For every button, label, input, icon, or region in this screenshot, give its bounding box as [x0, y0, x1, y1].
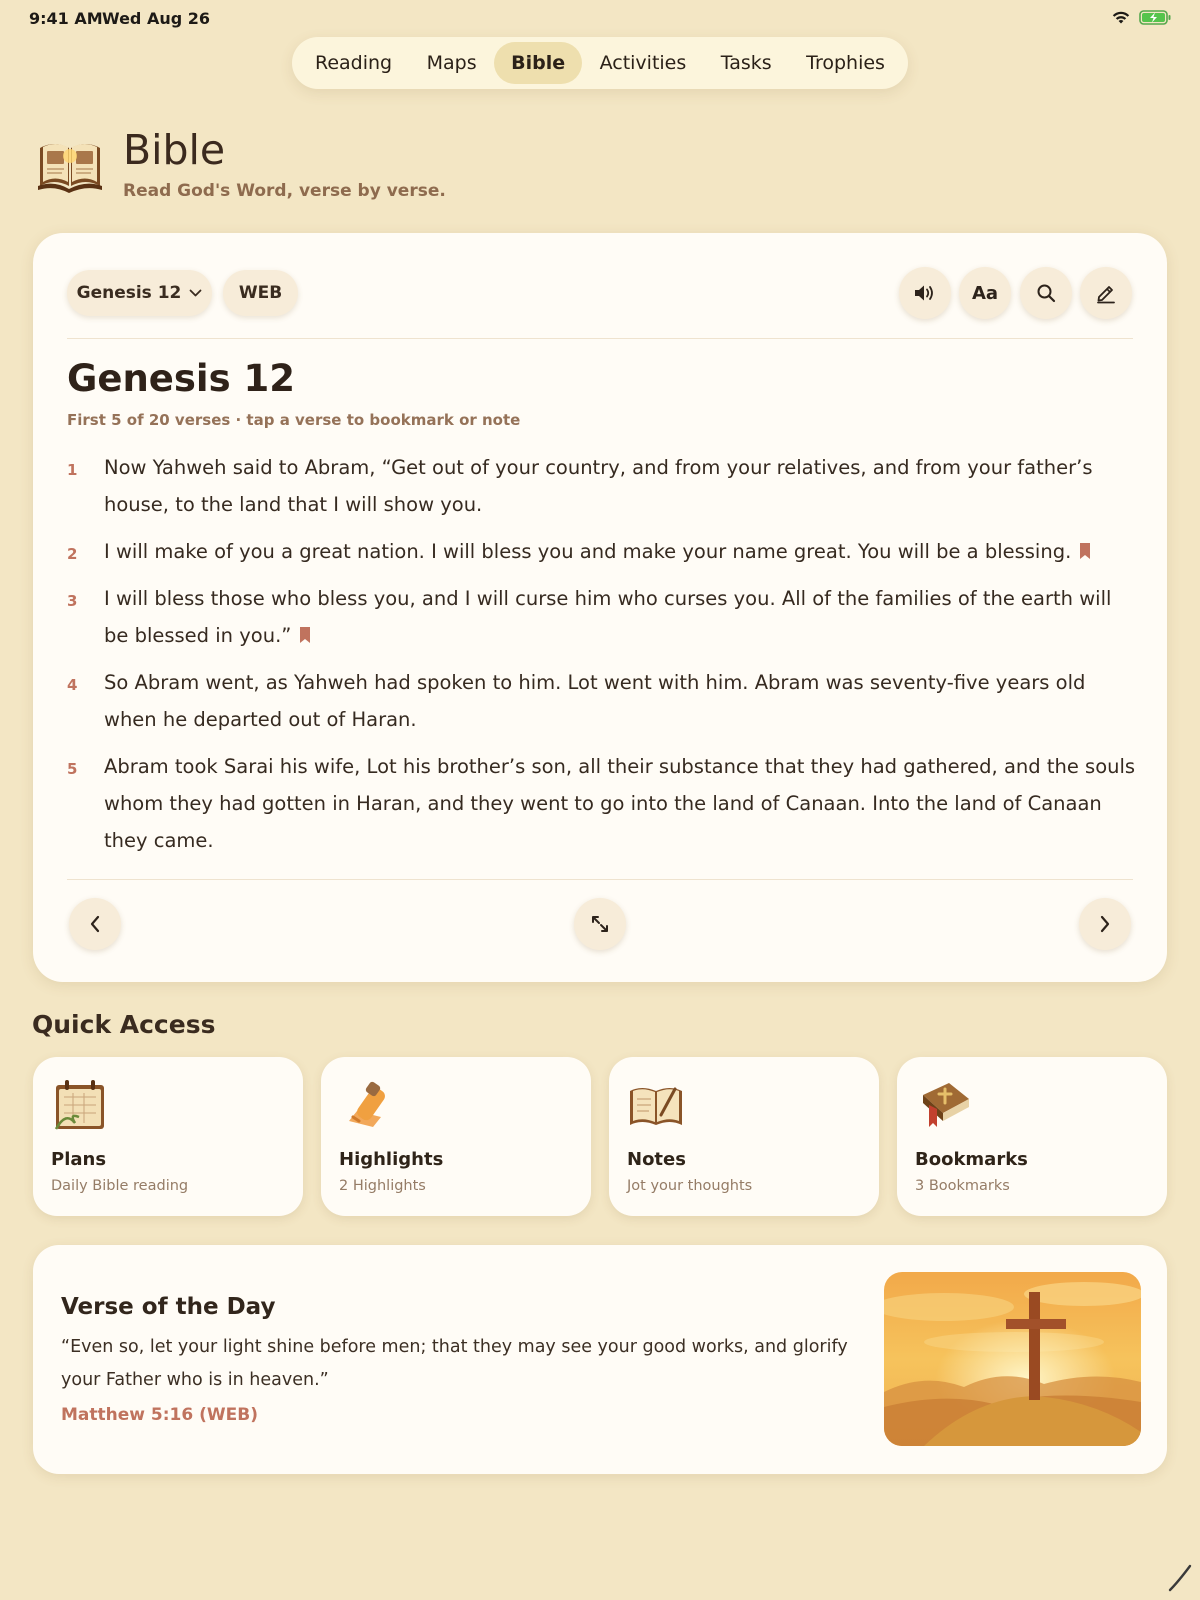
card-title: Plans: [51, 1149, 107, 1170]
status-icons: [1111, 10, 1172, 25]
wifi-icon: [1111, 10, 1131, 25]
bible-book-icon: [36, 134, 104, 194]
open-book-icon: [627, 1077, 685, 1133]
chevron-down-icon: [189, 289, 202, 297]
chapter-selector-label: Genesis 12: [76, 283, 182, 303]
top-tab-bar: [292, 37, 908, 89]
verse-text: So Abram went, as Yahweh had spoken to him. Lot went with him. Abram was seventy-five years old when he departed out of Haran.: [104, 671, 1086, 731]
card-description: 2 Highlights: [339, 1178, 426, 1194]
bookmark-icon: [299, 626, 311, 644]
verse-of-the-day-reference: Matthew 5:16 (WEB): [61, 1405, 258, 1425]
expand-button[interactable]: [574, 898, 626, 950]
calendar-icon: [51, 1077, 109, 1133]
highlighter-icon: [339, 1077, 397, 1133]
card-title: Bookmarks: [915, 1149, 1028, 1170]
edit-note-button[interactable]: [1080, 267, 1132, 319]
card-description: 3 Bookmarks: [915, 1178, 1010, 1194]
tab-maps[interactable]: Maps: [426, 52, 477, 74]
verse-row[interactable]: [67, 580, 1137, 654]
bible-bookmark-icon: [915, 1077, 973, 1133]
verse-of-the-day-title: Verse of the Day: [61, 1294, 276, 1320]
search-icon: [1036, 283, 1056, 303]
verse-number: 1: [67, 461, 78, 479]
verse-number: 4: [67, 676, 78, 694]
card-title: Highlights: [339, 1149, 444, 1170]
tab-reading[interactable]: Reading: [315, 52, 393, 74]
tab-activities[interactable]: Activities: [599, 52, 687, 74]
tab-trophies[interactable]: Trophies: [806, 52, 885, 74]
verse-text: I will make of you a great nation. I will bless you and make your name great. You will be a blessing.: [104, 533, 1091, 570]
status-time: 9:41 AM: [29, 9, 103, 28]
card-description: Jot your thoughts: [627, 1178, 753, 1194]
cross-sunset-image: [884, 1272, 1141, 1446]
reader-card: [33, 233, 1167, 982]
card-title: Notes: [627, 1149, 686, 1170]
tab-tasks[interactable]: Tasks: [720, 52, 772, 74]
expand-arrows-icon: [590, 914, 610, 934]
battery-charging-icon: [1139, 10, 1172, 25]
quick-access-notes[interactable]: [609, 1057, 879, 1216]
quick-access-bookmarks[interactable]: [897, 1057, 1167, 1216]
pencil-icon: [1095, 282, 1117, 304]
chevron-left-icon: [89, 915, 101, 933]
chapter-selector[interactable]: [67, 270, 212, 316]
tab-bible[interactable]: Bible: [494, 42, 582, 84]
quick-access-highlights[interactable]: [321, 1057, 591, 1216]
audio-button[interactable]: [899, 267, 951, 319]
verse-row[interactable]: [67, 748, 1137, 859]
page-subtitle: Read God's Word, verse by verse.: [123, 181, 446, 201]
version-selector[interactable]: WEB: [223, 270, 298, 316]
speaker-icon: [913, 284, 937, 302]
verse-of-the-day-text: “Even so, let your light shine before men; that they may see your good works, and glorify your Father who is in heaven.”: [61, 1337, 848, 1390]
pencil-stroke-decoration: [1168, 1562, 1194, 1592]
divider: [67, 338, 1133, 339]
status-bar: [0, 0, 1200, 36]
chevron-right-icon: [1099, 915, 1111, 933]
verse-row[interactable]: [67, 449, 1137, 523]
font-size-button[interactable]: Aa: [959, 267, 1011, 319]
verse-number: 3: [67, 592, 78, 610]
divider: [67, 879, 1133, 880]
verse-row[interactable]: [67, 533, 1137, 570]
verse-of-the-day-card[interactable]: [33, 1245, 1167, 1474]
verse-text: Abram took Sarai his wife, Lot his brother’s son, all their substance that they had gathered, and the souls whom they had gotten in Haran, and they went to go into the land of Canaan. Into the land of Canaan they came.: [104, 755, 1136, 852]
verse-row[interactable]: [67, 664, 1137, 738]
bookmark-icon: [1079, 542, 1091, 560]
verse-text: I will bless those who bless you, and I will curse him who curses you. All of the families of the earth will be blessed in you.”: [104, 587, 1112, 647]
next-chapter-button[interactable]: [1079, 898, 1131, 950]
card-description: Daily Bible reading: [51, 1178, 189, 1194]
search-button[interactable]: [1020, 267, 1072, 319]
page-title: Bible: [123, 126, 226, 174]
chapter-heading: Genesis 12: [67, 357, 295, 400]
previous-chapter-button[interactable]: [69, 898, 121, 950]
chapter-subtitle: First 5 of 20 verses · tap a verse to bookmark or note: [67, 411, 521, 429]
verse-number: 5: [67, 760, 78, 778]
verse-number: 2: [67, 545, 78, 563]
quick-access-plans[interactable]: [33, 1057, 303, 1216]
verse-text: Now Yahweh said to Abram, “Get out of your country, and from your relatives, and from your father’s house, to the land that I will show you.: [104, 456, 1093, 516]
verse-list: [67, 449, 1137, 869]
status-date: Wed Aug 26: [102, 9, 211, 28]
quick-access-title: Quick Access: [32, 1010, 216, 1039]
